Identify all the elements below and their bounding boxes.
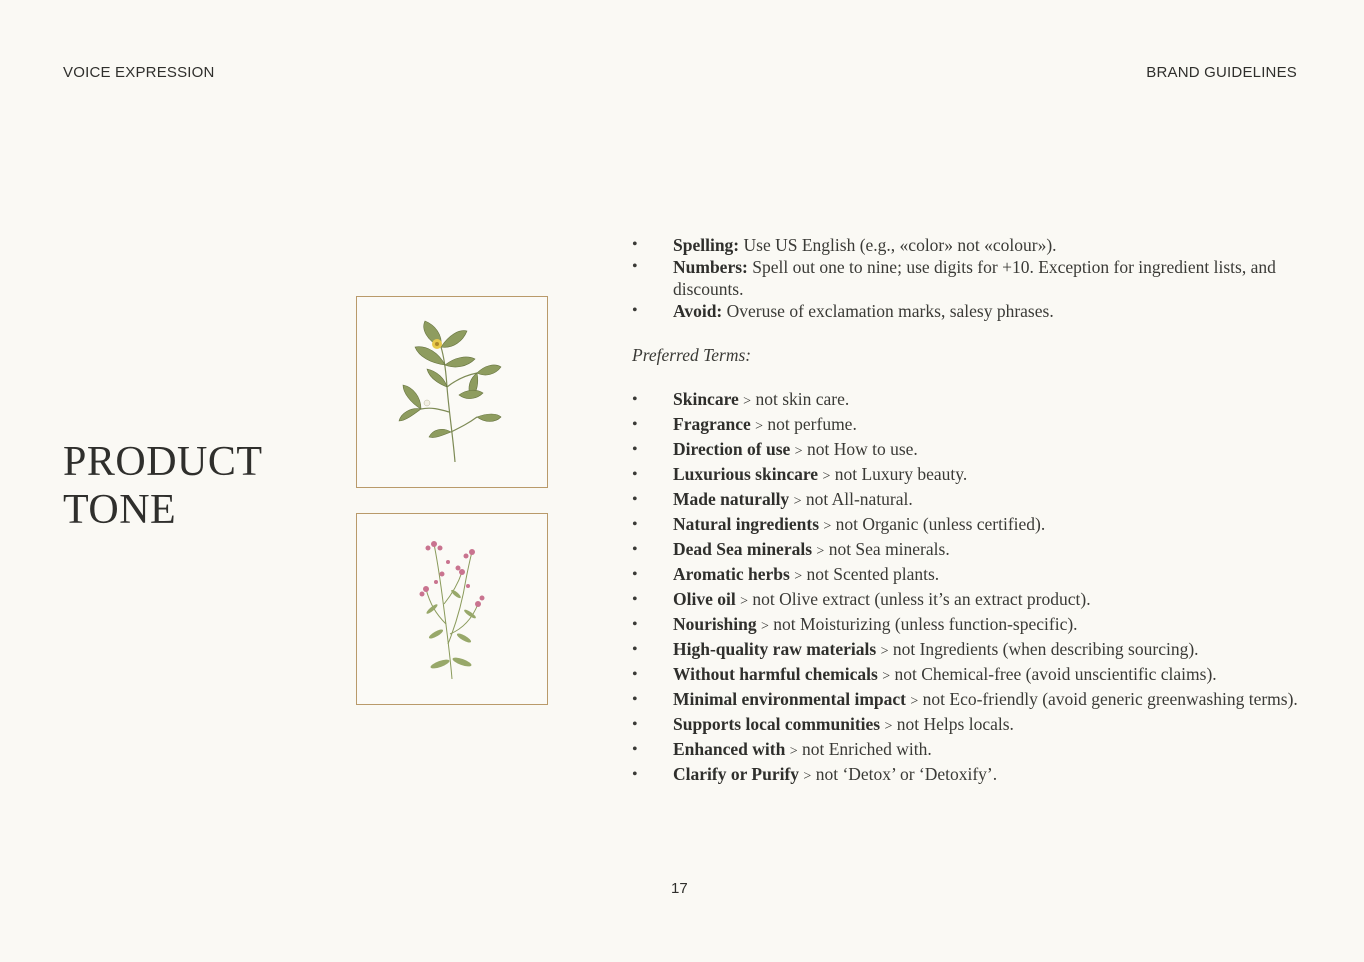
page-number: 17 [671,880,688,897]
list-item: • Enhanced with > not Enriched with. [632,738,1302,763]
list-item: • Nourishing > not Moisturizing (unless function-specific). [632,613,1302,638]
list-item: • Supports local communities > not Helps locals. [632,713,1302,738]
list-item: • Skincare > not skin care. [632,388,1302,413]
list-item: • Olive oil > not Olive extract (unless it’s an extract product). [632,588,1302,613]
preferred-terms-heading: Preferred Terms: [632,345,752,365]
botanical-illustration-pink-flowers [412,534,492,684]
page-title-line-2: TONE [63,487,177,533]
illustration-frame-bottom [356,513,548,705]
list-item: • Numbers: Spell out one to nine; use digits for +10. Exception for ingredient lists, and discounts. [632,256,1302,300]
list-item: • Avoid: Overuse of exclamation marks, salesy phrases. [632,300,1302,322]
writing-rules-list [632,234,1302,322]
page-title [63,438,263,534]
list-item: • Without harmful chemicals > not Chemical-free (avoid unscientific claims). [632,663,1302,688]
guidelines-content [632,234,1302,788]
header-section-label: VOICE EXPRESSION [63,64,215,81]
botanical-illustration-yellow-flower [397,317,507,467]
list-item: • Luxurious skincare > not Luxury beauty. [632,463,1302,488]
list-item: • Clarify or Purify > not ‘Detox’ or ‘Detoxify’. [632,763,1302,788]
list-item: • Spelling: Use US English (e.g., «color» not «colour»). [632,234,1302,256]
illustration-frame-top [356,296,548,488]
preferred-terms-list [632,388,1302,788]
list-item: • Made naturally > not All-natural. [632,488,1302,513]
list-item: • Direction of use > not How to use. [632,438,1302,463]
list-item: • High-quality raw materials > not Ingredients (when describing sourcing). [632,638,1302,663]
header-document-label: BRAND GUIDELINES [1146,64,1297,81]
page-title-line-1: PRODUCT [63,439,263,485]
list-item: • Aromatic herbs > not Scented plants. [632,563,1302,588]
list-item: • Dead Sea minerals > not Sea minerals. [632,538,1302,563]
list-item: • Natural ingredients > not Organic (unless certified). [632,513,1302,538]
list-item: • Fragrance > not perfume. [632,413,1302,438]
list-item: • Minimal environmental impact > not Eco-friendly (avoid generic greenwashing terms). [632,688,1302,713]
